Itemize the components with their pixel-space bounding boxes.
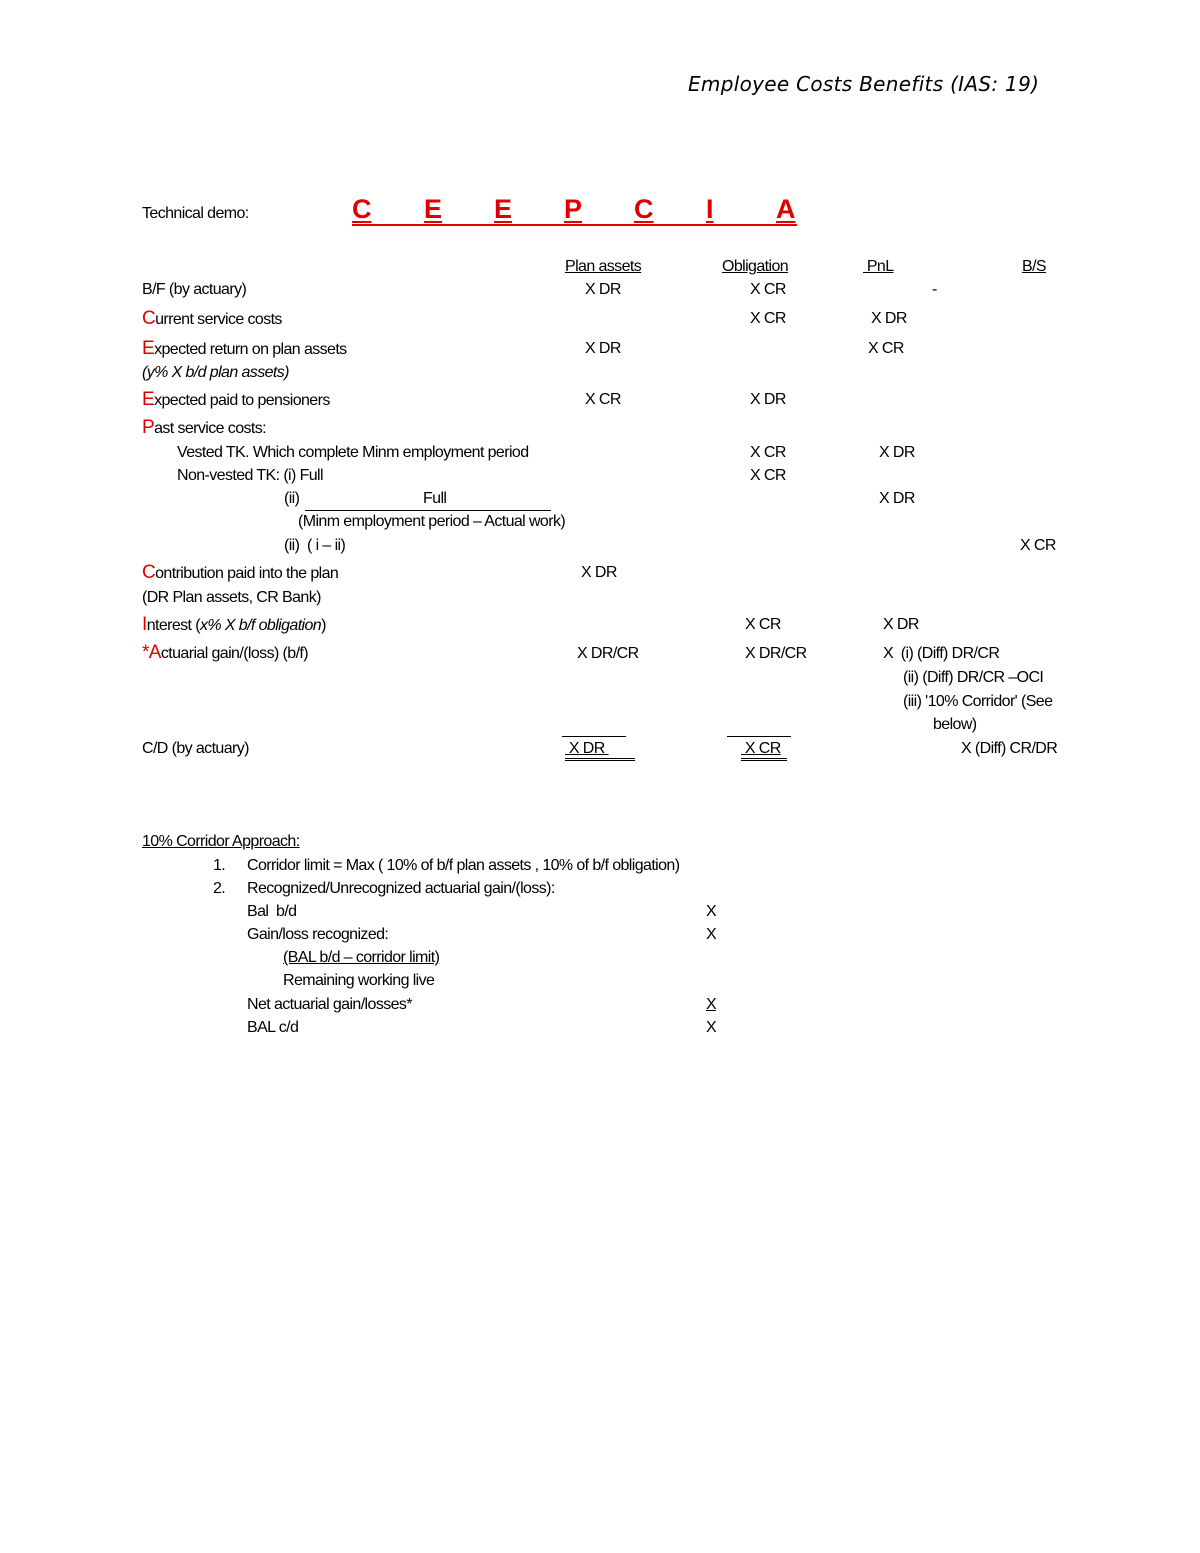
row-era-pnl: X CR bbox=[868, 340, 904, 357]
row-cpp-plan-assets: X DR bbox=[581, 564, 617, 581]
column-bs: B/S bbox=[1022, 258, 1046, 275]
row-int-obligation: X CR bbox=[745, 616, 781, 633]
mnemonic-letter-p: P bbox=[564, 194, 583, 224]
row-era-plan-assets: X DR bbox=[585, 340, 621, 357]
row-cd-bs: X (Diff) CR/DR bbox=[961, 740, 1058, 757]
column-obligation: Obligation bbox=[722, 258, 789, 275]
row-act-plan-assets: X DR/CR bbox=[577, 645, 639, 662]
total-line-plan-assets bbox=[562, 736, 626, 737]
corridor-recognized-value: X bbox=[706, 926, 717, 943]
row-vested-obligation: X CR bbox=[750, 444, 786, 461]
corridor-recognized-label: Gain/loss recognized: bbox=[247, 926, 389, 943]
row-ii-label: (ii) bbox=[284, 490, 300, 507]
corridor-formula-numerator: (BAL b/d – corridor limit) bbox=[283, 949, 440, 966]
corridor-formula-denominator: Remaining working live bbox=[283, 972, 435, 989]
column-plan-assets: Plan assets bbox=[565, 258, 642, 275]
corridor-item2-number: 2. bbox=[213, 880, 226, 897]
initial-e: E bbox=[142, 338, 155, 359]
mnemonic-underline bbox=[352, 224, 797, 226]
initial-e: E bbox=[142, 389, 155, 410]
row-iii-bs: X CR bbox=[1020, 537, 1056, 554]
row-cd-label: C/D (by actuary) bbox=[142, 740, 249, 757]
row-csc-obligation: X CR bbox=[750, 310, 786, 327]
mnemonic-letter-a: A bbox=[776, 194, 796, 224]
initial-i: I bbox=[142, 614, 147, 635]
corridor-item1-text: Corridor limit = Max ( 10% of b/f plan assets , 10% of b/f obligation) bbox=[247, 857, 680, 874]
row-vested-label: Vested TK. Which complete Minm employment period bbox=[177, 444, 529, 461]
technical-demo-label: Technical demo: bbox=[142, 205, 249, 222]
corridor-net-value: X bbox=[706, 996, 717, 1013]
row-nonvested-obligation: X CR bbox=[750, 467, 786, 484]
corridor-bal-cd-label: BAL c/d bbox=[247, 1019, 299, 1036]
row-era-note: (y% X b/d plan assets) bbox=[142, 364, 289, 381]
row-act-pnl-4: below) bbox=[933, 716, 977, 733]
corridor-title: 10% Corridor Approach: bbox=[142, 833, 300, 850]
row-bf-plan-assets: X DR bbox=[585, 281, 621, 298]
row-act-pnl-2: (ii) (Diff) DR/CR –OCI bbox=[903, 669, 1044, 686]
row-interest-label: Interest (x% X b/f obligation) bbox=[142, 614, 326, 635]
row-ii-pnl: X DR bbox=[879, 490, 915, 507]
corridor-item1-number: 1. bbox=[213, 857, 226, 874]
mnemonic-letter-e2: E bbox=[494, 194, 513, 224]
mnemonic-letter-i: I bbox=[706, 194, 714, 224]
row-act-pnl-3: (iii) '10% Corridor' (See bbox=[903, 693, 1053, 710]
corridor-net-label: Net actuarial gain/losses* bbox=[247, 996, 412, 1013]
mnemonic-letter-c2: C bbox=[634, 194, 654, 224]
row-nonvested-label: Non-vested TK: (i) Full bbox=[177, 467, 323, 484]
row-contribution-label: Contribution paid into the plan bbox=[142, 562, 339, 583]
row-epp-obligation: X DR bbox=[750, 391, 786, 408]
row-cpp-note: (DR Plan assets, CR Bank) bbox=[142, 589, 321, 606]
row-cd-plan-assets: X DR bbox=[565, 740, 635, 761]
mnemonic-letter-e1: E bbox=[424, 194, 443, 224]
row-bf-obligation: X CR bbox=[750, 281, 786, 298]
row-current-service-costs-label: Current service costs bbox=[142, 308, 282, 329]
row-iii-label: (ii) ( i – ii) bbox=[284, 537, 346, 554]
page-header: Employee Costs Benefits (IAS: 19) bbox=[688, 72, 1040, 96]
row-act-pnl-1: X (i) (Diff) DR/CR bbox=[883, 645, 1000, 662]
row-vested-pnl: X DR bbox=[879, 444, 915, 461]
initial-a: A bbox=[148, 642, 161, 663]
corridor-bal-cd-value: X bbox=[706, 1019, 717, 1036]
row-cd-obligation: X CR bbox=[741, 740, 787, 761]
column-pnl: PnL bbox=[863, 258, 894, 275]
initial-p: P bbox=[142, 417, 155, 438]
row-bf-bs: - bbox=[932, 281, 937, 298]
row-act-obligation: X DR/CR bbox=[745, 645, 807, 662]
row-expected-return-label: Expected return on plan assets bbox=[142, 338, 347, 359]
row-bf-label: B/F (by actuary) bbox=[142, 281, 247, 298]
fraction-line bbox=[305, 510, 551, 511]
initial-c: C bbox=[142, 562, 156, 583]
row-expected-paid-label: Expected paid to pensioners bbox=[142, 389, 330, 410]
row-actuarial-label: *Actuarial gain/(loss) (b/f) bbox=[142, 642, 308, 663]
mnemonic-letter-c1: C bbox=[352, 194, 372, 224]
row-csc-pnl: X DR bbox=[871, 310, 907, 327]
total-line-obligation bbox=[727, 736, 791, 737]
row-past-service-label: Past service costs: bbox=[142, 417, 266, 438]
corridor-item2-text: Recognized/Unrecognized actuarial gain/(loss): bbox=[247, 880, 555, 897]
corridor-bal-bd-label: Bal b/d bbox=[247, 903, 297, 920]
row-epp-plan-assets: X CR bbox=[585, 391, 621, 408]
initial-c: C bbox=[142, 308, 156, 329]
row-ii-numerator: Full bbox=[423, 490, 447, 507]
row-ii-denominator: (Minm employment period – Actual work) bbox=[298, 513, 566, 530]
row-int-pnl: X DR bbox=[883, 616, 919, 633]
corridor-bal-bd-value: X bbox=[706, 903, 717, 920]
star-marker: * bbox=[142, 642, 149, 663]
